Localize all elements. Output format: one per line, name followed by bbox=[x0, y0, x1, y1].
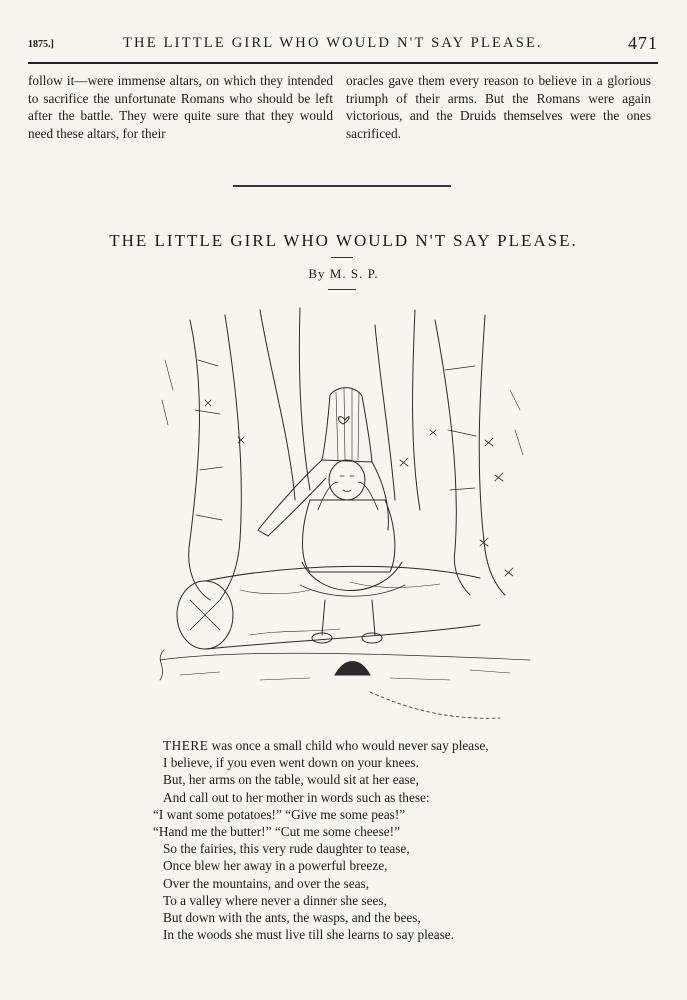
byline-rule bbox=[328, 289, 356, 290]
left-column: follow it—were immense altars, on which they intended to sacrifice the unfortunate Romans who should be left after the battle. They were quite sure that they would need these altars, for their bbox=[28, 73, 333, 141]
insects-drawing bbox=[205, 400, 513, 576]
tree-trunks-drawing bbox=[162, 308, 523, 600]
running-header bbox=[28, 33, 658, 57]
header-rule bbox=[28, 62, 658, 64]
first-line-rest: was once a small child who would never say please, bbox=[208, 738, 489, 753]
poem-line: Over the mountains, and over the seas, bbox=[163, 875, 370, 891]
header-title: THE LITTLE GIRL WHO WOULD N'T SAY PLEASE. bbox=[123, 35, 543, 51]
log-drawing bbox=[177, 566, 480, 649]
poem-line: In the woods she must live till she learns to say please. bbox=[163, 927, 454, 943]
title-rule bbox=[331, 257, 353, 258]
page-number: 471 bbox=[628, 33, 658, 53]
poem bbox=[153, 737, 563, 943]
poem-line: But down with the ants, the wasps, and the bees, bbox=[163, 910, 421, 926]
article-title: THE LITTLE GIRL WHO WOULD N'T SAY PLEASE. bbox=[109, 231, 578, 250]
right-column: oracles gave them every reason to believe in a glorious triumph of their arms. But the Romans were again victorious, and the Druids themselves were the ones sacrificed. bbox=[346, 73, 651, 141]
girl-drawing bbox=[258, 388, 405, 643]
ground-drawing bbox=[160, 650, 530, 718]
poem-line: To a valley where never a dinner she sees, bbox=[163, 892, 387, 908]
poem-line: I believe, if you even went down on your knees. bbox=[163, 755, 419, 771]
poem-line: “Hand me the butter!” “Cut me some cheese!” bbox=[153, 824, 400, 840]
illustration-girl-on-log bbox=[150, 300, 540, 730]
byline: By M. S. P. bbox=[308, 266, 379, 281]
poem-line: “I want some potatoes!” “Give me some peas!” bbox=[153, 806, 406, 822]
poem-line: And call out to her mother in words such as these: bbox=[163, 789, 430, 805]
poem-line: So the fairies, this very rude daughter to tease, bbox=[163, 841, 410, 857]
section-divider bbox=[233, 185, 451, 187]
drop-word: THERE bbox=[163, 738, 209, 753]
header-year: 1875.] bbox=[28, 39, 54, 50]
poem-line: Once blew her away in a powerful breeze, bbox=[163, 858, 388, 874]
poem-line: But, her arms on the table, would sit at her ease, bbox=[163, 772, 419, 788]
poem-line-first bbox=[163, 737, 563, 754]
